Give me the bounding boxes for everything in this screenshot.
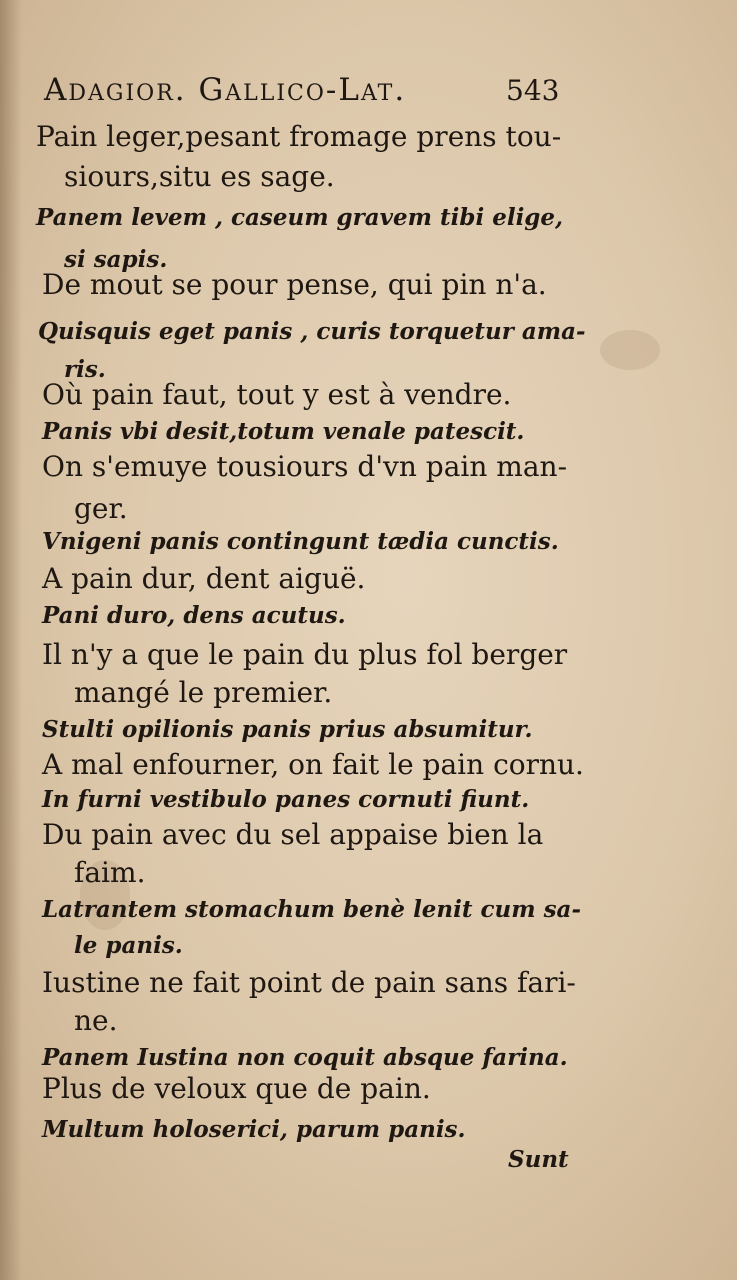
page-number: 543 [506, 74, 560, 107]
text-line: siours,situ es sage. [64, 160, 335, 193]
gutter-shadow [0, 0, 22, 1280]
text-line: Panem levem , caseum gravem tibi elige, [36, 204, 564, 231]
text-line: si sapis. [64, 246, 168, 273]
text-line: Vnigeni panis contingunt tædia cunctis. [42, 528, 559, 555]
text-line: mangé le premier. [74, 676, 333, 709]
text-line: Panem Iustina non coquit absque farina. [42, 1044, 568, 1071]
text-line: Panis vbi desit,totum venale patescit. [42, 418, 525, 445]
text-line: ne. [74, 1004, 118, 1037]
text-line: Quisquis eget panis , curis torquetur ama- [38, 318, 586, 345]
text-line: A pain dur, dent aiguë. [42, 562, 366, 595]
text-line: ris. [64, 356, 106, 383]
text-line: faim. [74, 856, 146, 889]
catchword: Sunt [508, 1146, 569, 1173]
text-line: Il n'y a que le pain du plus fol berger [42, 638, 568, 671]
text-line: In furni vestibulo panes cornuti fiunt. [42, 786, 530, 813]
running-head: Adagior. Gallico-Lat. [44, 72, 407, 108]
text-line: Stulti opilionis panis prius absumitur. [42, 716, 533, 743]
text-line: Plus de veloux que de pain. [42, 1072, 431, 1105]
text-line: Pani duro, dens acutus. [42, 602, 346, 629]
text-line: A mal enfourner, on fait le pain cornu. [42, 748, 584, 781]
text-line: Où pain faut, tout y est à vendre. [42, 378, 512, 411]
text-line: Pain leger,pesant fromage prens tou- [36, 120, 562, 153]
text-line: Multum holoserici, parum panis. [42, 1116, 466, 1143]
text-line: De mout se pour pense, qui pin n'a. [42, 268, 547, 301]
text-line: Du pain avec du sel appaise bien la [42, 818, 544, 851]
text-line: ger. [74, 492, 128, 525]
text-line: Iustine ne fait point de pain sans fari- [42, 966, 576, 999]
text-line: Latrantem stomachum benè lenit cum sa- [42, 896, 581, 923]
paper-stain [600, 330, 660, 370]
text-line: le panis. [74, 932, 183, 959]
text-line: On s'emuye tousiours d'vn pain man- [42, 450, 568, 483]
